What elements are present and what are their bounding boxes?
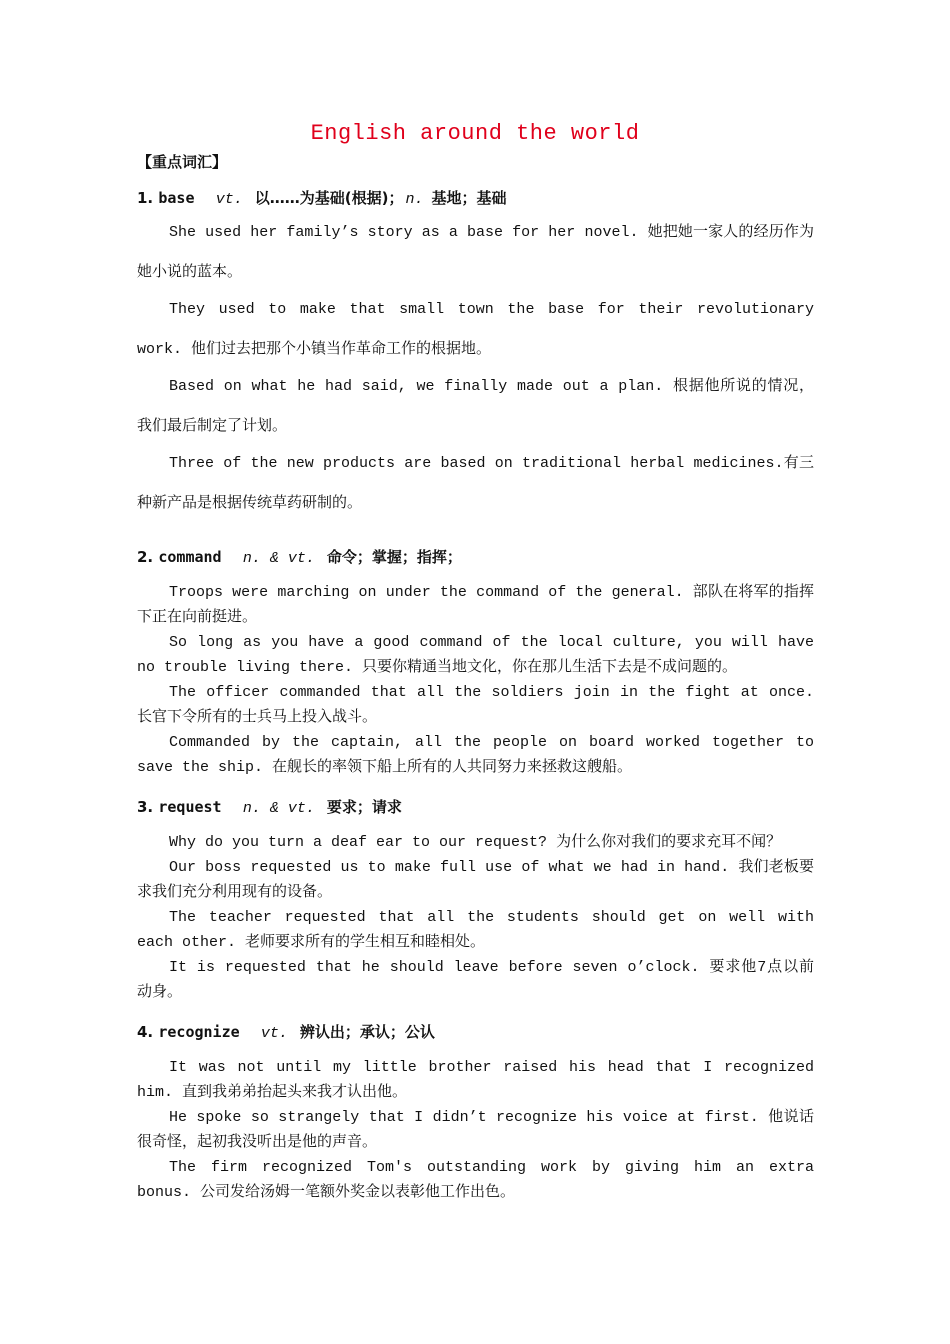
entry-number: 3.: [137, 798, 154, 816]
example-sentence: So long as you have a good command of the local culture, you will have no trouble living there. 只要你精通当地文化，你在那儿生活下去是不成问题的。: [137, 634, 814, 676]
example-sentence: Commanded by the captain, all the people on board worked together to save the ship. 在舰长的率领下船上所有的人共同努力来拯救这艘船。: [137, 734, 814, 776]
example-sentence: It is requested that he should leave before seven o’clock. 要求他7点以前动身。: [137, 959, 814, 1001]
entry-heading-request: [137, 796, 402, 817]
entry-heading-command: [137, 546, 462, 567]
document-title: English around the world: [310, 121, 640, 146]
entry-pos: vt.: [260, 1025, 288, 1042]
entry-word: command: [158, 548, 222, 566]
example-sentence: Troops were marching on under the command of the general. 部队在将军的指挥下正在向前挺进。: [137, 584, 814, 626]
entry-pos: n. & vt.: [242, 800, 315, 817]
example-sentence: He spoke so strangely that I didn’t recognize his voice at first. 他说话很奇怪，起初我没听出是他的声音。: [137, 1109, 814, 1151]
entry-word: recognize: [158, 1023, 240, 1041]
entry-heading-recognize: [137, 1021, 435, 1042]
entry-meaning: 辨认出；承认；公认: [299, 1023, 435, 1041]
entry-word: base: [158, 189, 195, 207]
entry-meaning: 要求；请求: [326, 798, 402, 816]
example-sentence: Three of the new products are based on traditional herbal medicines.有三种新产品是根据传统草药研制的。: [137, 455, 814, 512]
entry-meaning: 以……为基础(根据)；: [254, 189, 404, 207]
entry-pos: n. & vt.: [242, 550, 315, 567]
example-sentence: They used to make that small town the base for their revolutionary work. 他们过去把那个小镇当作革命工作的根据地。: [137, 301, 814, 358]
entry-pos-2: n.: [405, 191, 424, 208]
entry-heading-base: [137, 187, 507, 208]
entry-pos: vt.: [215, 191, 243, 208]
section-label: 【重点词汇】: [137, 153, 228, 171]
example-sentence: Why do you turn a deaf ear to our request? 为什么你对我们的要求充耳不闻？: [169, 834, 782, 851]
entry-number: 4.: [137, 1023, 154, 1041]
example-sentence: She used her family’s story as a base for her novel. 她把她一家人的经历作为她小说的蓝本。: [137, 224, 814, 281]
entry-meaning-2: 基地；基础: [431, 189, 507, 207]
example-sentence: It was not until my little brother raised his head that I recognized him. 直到我弟弟抬起头来我才认出他。: [137, 1059, 814, 1101]
example-sentence: Our boss requested us to make full use of what we had in hand. 我们老板要求我们充分利用现有的设备。: [137, 859, 814, 901]
entry-meaning: 命令；掌握；指挥；: [326, 548, 462, 566]
example-sentence: The officer commanded that all the soldiers join in the fight at once. 长官下令所有的士兵马上投入战斗。: [137, 684, 814, 726]
entry-word: request: [158, 798, 222, 816]
entry-number: 1.: [137, 189, 154, 207]
entry-number: 2.: [137, 548, 154, 566]
example-sentence: The teacher requested that all the students should get on well with each other. 老师要求所有的学生相互和睦相处。: [137, 909, 814, 951]
example-sentence: Based on what he had said, we finally made out a plan. 根据他所说的情况，我们最后制定了计划。: [137, 378, 814, 435]
example-sentence: The firm recognized Tom's outstanding work by giving him an extra bonus. 公司发给汤姆一笔额外奖金以表彰他工作出色。: [137, 1159, 814, 1201]
